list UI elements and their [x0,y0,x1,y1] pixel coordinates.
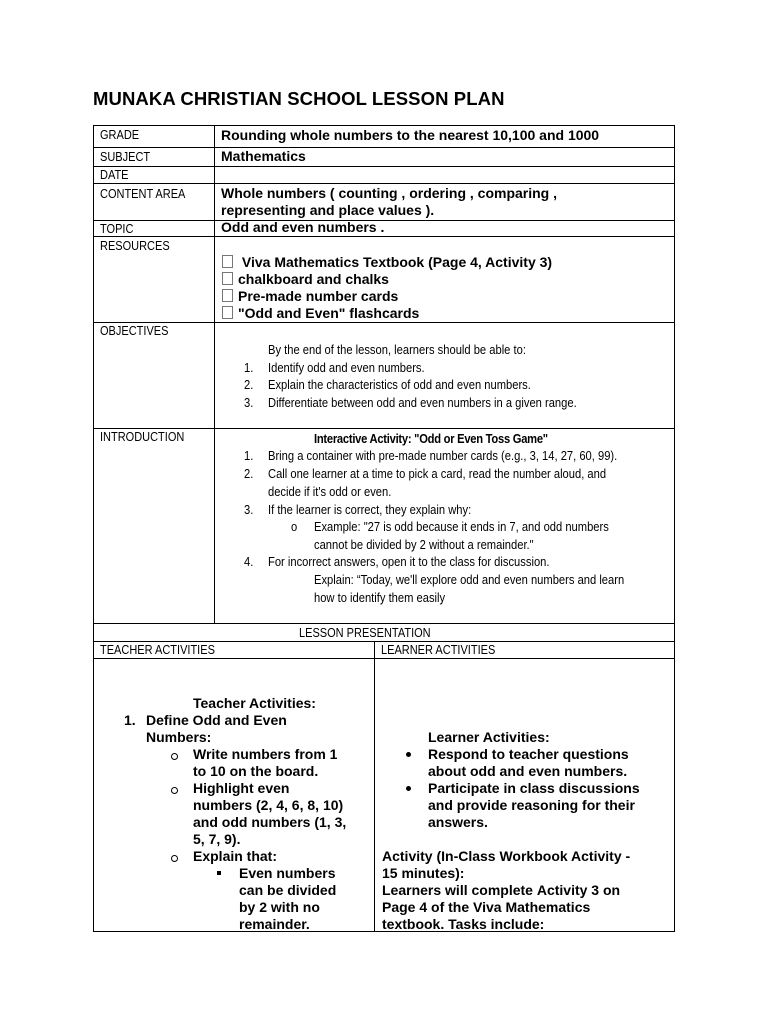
content-area-value-line2: representing and place values ). [221,202,435,218]
objectives-intro: By the end of the lesson, learners should be able to: [268,342,526,357]
bullet-square-icon [217,871,221,875]
introduction-label: INTRODUCTION [100,430,185,444]
teacher-sub-sub-item: remainder. [239,916,310,932]
content-area-label: CONTENT AREA [100,187,186,201]
teacher-activities-label: TEACHER ACTIVITIES [100,643,215,657]
grade-value: Rounding whole numbers to the nearest 10,100 and 1000 [221,127,600,143]
learner-item: Respond to teacher questions [428,746,629,762]
objective-number: 1. [244,360,254,375]
objective-item: Differentiate between odd and even numbers in a given range. [268,395,577,410]
table-rule [93,125,675,126]
teacher-item: Numbers: [146,729,212,745]
checkbox-icon [222,289,233,302]
teacher-sub-item: 5, 7, 9). [193,831,241,847]
bullet-hollow-icon [171,855,178,862]
intro-number: 4. [244,554,254,569]
learner-activities-label: LEARNER ACTIVITIES [381,643,496,657]
bullet-dot-icon [406,752,411,757]
grade-label: GRADE [100,128,140,142]
teacher-heading: Teacher Activities: [193,695,316,711]
teacher-sub-item: to 10 on the board. [193,763,319,779]
lesson-presentation-label: LESSON PRESENTATION [299,626,431,640]
intro-item: Bring a container with pre-made number cards (e.g., 3, 14, 27, 60, 99). [268,448,618,463]
teacher-sub-sub-item: Even numbers [239,865,336,881]
table-rule [93,166,675,167]
table-rule [93,641,675,642]
checkbox-icon [222,255,233,268]
teacher-sub-item: Write numbers from 1 [193,746,338,762]
learner-activity-text: textbook. Tasks include: [382,916,545,932]
table-rule [93,658,675,659]
intro-number: 2. [244,466,254,481]
intro-explain: Explain: “Today, we'll explore odd and even numbers and learn [314,572,625,587]
resources-label: RESOURCES [100,239,170,253]
learner-activity-title: 15 minutes): [382,865,465,881]
subject-label: SUBJECT [100,150,151,164]
learner-item: and provide reasoning for their [428,797,635,813]
table-border [674,125,675,932]
teacher-sub-item: Highlight even [193,780,290,796]
table-rule [93,236,675,237]
learner-activity-text: Page 4 of the Viva Mathematics [382,899,591,915]
learner-item: Participate in class discussions [428,780,640,796]
learner-item: answers. [428,814,488,830]
resource-item: chalkboard and chalks [222,271,389,288]
intro-explain: how to identify them easily [314,590,446,605]
checkbox-icon [222,272,233,285]
intro-number: 1. [244,448,254,463]
learner-heading: Learner Activities: [428,729,550,745]
resource-item: Pre-made number cards [222,288,398,305]
resource-item: "Odd and Even" flashcards [222,305,419,322]
lesson-plan-table [93,125,675,932]
intro-number: 3. [244,502,254,517]
objectives-label: OBJECTIVES [100,324,169,338]
teacher-item: Define Odd and Even [146,712,287,728]
bullet-hollow-icon [171,753,178,760]
topic-label: TOPIC [100,222,134,236]
objective-number: 2. [244,377,254,392]
intro-example: Example: "27 is odd because it ends in 7, and odd numbers [314,519,609,534]
checkbox-icon [222,306,233,319]
learner-item: about odd and even numbers. [428,763,628,779]
content-area-value-line1: Whole numbers ( counting , ordering , comparing , [221,185,558,201]
learner-activity-text: Learners will complete Activity 3 on [382,882,621,898]
page-title: MUNAKA CHRISTIAN SCHOOL LESSON PLAN [93,88,505,109]
intro-heading: Interactive Activity: "Odd or Even Toss Game" [314,431,548,446]
bullet-o: o [291,519,298,534]
subject-value: Mathematics [221,148,306,164]
teacher-number: 1. [124,712,136,728]
bullet-dot-icon [406,786,411,791]
teacher-sub-item: and odd numbers (1, 3, [193,814,347,830]
intro-item: For incorrect answers, open it to the class for discussion. [268,554,550,569]
date-label: DATE [100,168,129,182]
bullet-hollow-icon [171,787,178,794]
table-rule [93,428,675,429]
table-rule [93,147,675,148]
intro-item: decide if it's odd or even. [268,484,392,499]
intro-example: cannot be divided by 2 without a remainder." [314,537,534,552]
intro-item: Call one learner at a time to pick a card, read the number aloud, and [268,466,607,481]
intro-item: If the learner is correct, they explain why: [268,502,472,517]
teacher-sub-item: Explain that: [193,848,278,864]
table-divider [214,125,215,623]
objective-item: Identify odd and even numbers. [268,360,425,375]
teacher-sub-item: numbers (2, 4, 6, 8, 10) [193,797,344,813]
table-rule [93,322,675,323]
teacher-sub-sub-item: by 2 with no [239,899,320,915]
table-border [93,125,94,932]
objective-number: 3. [244,395,254,410]
table-rule [93,183,675,184]
learner-activity-title: Activity (In-Class Workbook Activity - [382,848,631,864]
resource-item: Viva Mathematics Textbook (Page 4, Activity 3) [222,254,552,271]
table-rule [93,623,675,624]
objective-item: Explain the characteristics of odd and even numbers. [268,377,531,392]
topic-value: Odd and even numbers . [221,219,385,235]
table-divider [374,641,375,932]
teacher-sub-sub-item: can be divided [239,882,337,898]
